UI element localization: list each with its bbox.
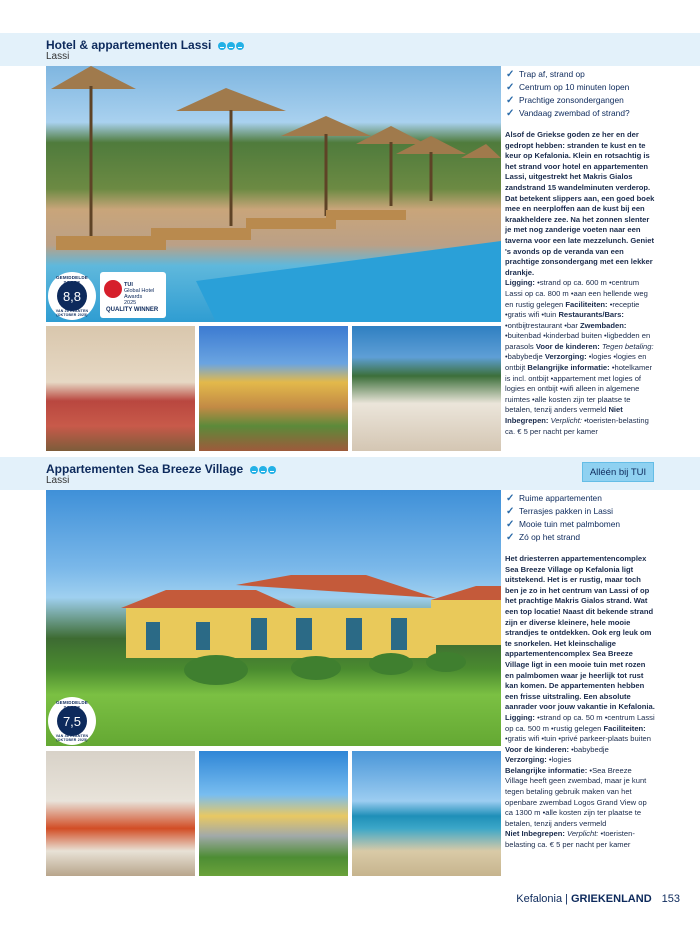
- footer-region: Kefalonia: [516, 893, 563, 905]
- hotel1-description: ✓ Trap af, strand op ✓ Centrum op 10 minuten lopen ✓ Prachtige zonsondergangen ✓ Vandaag zwembad of strand? Alsof de Griekse goden ze her en der gedropt hebben: stranden te kust en te keur op Kefalonia. Klein en rotsachtig is het strand voor hotel en appartementen Lassi, uitgestrekt het Makris Gialos zandstrand 15 wandelminuten verderop. Dat betekent slippers aan, een goed boek mee en neerploffen aan de kust bij een kraakheldere zee. Na het zonnen slenter je met nog zanderige voeten naar een taverna voor een late mezzelunch. Geniet 's avonds op de veranda van een prachtige zonsondergang met een lekker drankje. Ligging: •strand op ca. 600 m •centrum Lassi op ca. 800 m •aan een hellende weg en rustig gelegen Faciliteiten: •receptie •gratis wifi •tuin Restaurants/Bars: •ontbijtrestaurant •bar Zwembaden: •buitenbad •kinderbad buiten •ligbedden en parasols Voor de kinderen: Tegen betaling: •babybedje Verzorging: •logies •logies en ontbijt Belangrijke informatie: •hotelkamer is incl. ontbijt •appartement met logies of logies en ontbijt •wifi alleen in algemene ruimtes •alle kosten zijn ter plaatse te betalen, tenzij anders vermeld Niet Inbegrepen: Verplicht: •toeristen-belasting ca. € 5 per nacht per kamer: [505, 68, 655, 437]
- usp-item: ✓ Zó op het strand: [505, 531, 655, 544]
- usp-item: ✓ Centrum op 10 minuten lopen: [505, 81, 655, 94]
- crown-rating-icons: [218, 42, 244, 50]
- page-number: 153: [661, 893, 680, 905]
- crown-rating-icons: [250, 466, 276, 474]
- usp-item: ✓ Mooie tuin met palmbomen: [505, 518, 655, 531]
- photo-apartment-exterior: [199, 751, 348, 876]
- usp-item: ✓ Prachtige zonsondergangen: [505, 94, 655, 107]
- customer-score-badge: GEMIDDELDE SCORE 8,8 VAN 26 KLANTEN (OKTOBER 2025): [48, 272, 96, 320]
- page-footer: Kefalonia | GRIEKENLAND 153: [516, 893, 680, 905]
- photo-bedroom: [46, 751, 195, 876]
- customer-score-badge: GEMIDDELDE SCORE 7,5 VAN 46 KLANTEN (OKTOBER 2025): [48, 697, 96, 745]
- photo-hotel-building: [199, 326, 348, 451]
- tui-logo-icon: [104, 280, 122, 298]
- hotel-location: Lassi: [46, 51, 70, 62]
- score-value: 8,8: [57, 281, 87, 311]
- award-badge: TUI Global Hotel Awards 2025 QUALITY WINNER: [100, 272, 166, 318]
- intro-text: Het driesterren appartementencomplex Sea Breeze Village op Kefalonia ligt uitstekend. Het is er rustig, maar toch ben je zo in het centrum van Lassi of op het prachtige Makris Gialos strand. Wat een top locatie! Naast dit bekende strand zijn er diverse kleinere, hele mooie strandjes te ontdekken. Ook erg leuk om te snorkelen. Het kleinschalige appartementencomplex Sea Breeze Village ligt in een mooie tuin met rozen en palmbomen waar je heerlijk tot rust kan komen. De appartementen hebben een frisse uitstraling. Een absolute aanrader voor jouw vakantie in Kefalonia.: [505, 554, 655, 712]
- score-value: 7,5: [57, 706, 87, 736]
- usp-item: ✓ Terrasjes pakken in Lassi: [505, 505, 655, 518]
- usp-item: ✓ Vandaag zwembad of strand?: [505, 107, 655, 120]
- hotel-title: Hotel & appartementen Lassi: [46, 38, 244, 52]
- usp-item: ✓ Ruime appartementen: [505, 492, 655, 505]
- intro-text: Alsof de Griekse goden ze her en der gedropt hebben: stranden te kust en te keur op Kefalonia. Klein en rotsachtig is het strand voor hotel en appartementen Lassi, uitgestrekt het Makris Gialos zandstrand 15 wandelminuten verderop. Dat betekent slippers aan, een goed boek mee en neerploffen aan de kust bij een kraakheldere zee. Na het zonnen slenter je met nog zanderige voeten naar een taverna voor een late mezzelunch. Geniet 's avonds op de veranda van een prachtige zonsondergang met een lekker drankje.: [505, 130, 655, 277]
- footer-country: GRIEKENLAND: [570, 893, 652, 905]
- photo-bedroom: [46, 326, 195, 451]
- photo-beach: [352, 751, 501, 876]
- hotel-title: Appartementen Sea Breeze Village: [46, 462, 276, 476]
- hotel-location: Lassi: [46, 475, 70, 486]
- usp-item: ✓ Trap af, strand op: [505, 68, 655, 81]
- hotel-main-photo: [46, 490, 501, 746]
- exclusive-badge: Alléén bij TUI: [582, 462, 654, 482]
- hotel2-description: ✓ Ruime appartementen ✓ Terrasjes pakken in Lassi ✓ Mooie tuin met palmbomen ✓ Zó op het strand Het driesterren appartementencomplex Sea Breeze Village op Kefalonia ligt uitstekend. Het is er rustig, maar toch ben je zo in het centrum van Lassi of op het prachtige Makris Gialos strand. Wat een top locatie! Naast dit bekende strand zijn er diverse kleinere, hele mooie strandjes te ontdekken. Ook erg leuk om te snorkelen. Het kleinschalige appartementencomplex Sea Breeze Village ligt in een mooie tuin met rozen en palmbomen waar je heerlijk tot rust kan komen. De appartementen hebben een frisse uitstraling. Een absolute aanrader voor jouw vakantie in Kefalonia. Ligging: •strand op ca. 50 m •centrum Lassi op ca. 500 m •rustig gelegen Faciliteiten: •gratis wifi •tuin •privé parkeer-plaats buiten Voor de kinderen: •babybedje Verzorging: •logies Belangrijke informatie: •Sea Breeze Village heeft geen zwembad, maar je kunt tegen betaling gebruik maken van het openbare zwembad Logos Grand View op ca 1300 m •alle kosten zijn ter plaatse te betalen, tenzij anders vermeld Niet Inbegrepen: Verplicht: •toeristen-belasting ca. € 5 per nacht per kamer: [505, 492, 655, 851]
- photo-breakfast: [352, 326, 501, 451]
